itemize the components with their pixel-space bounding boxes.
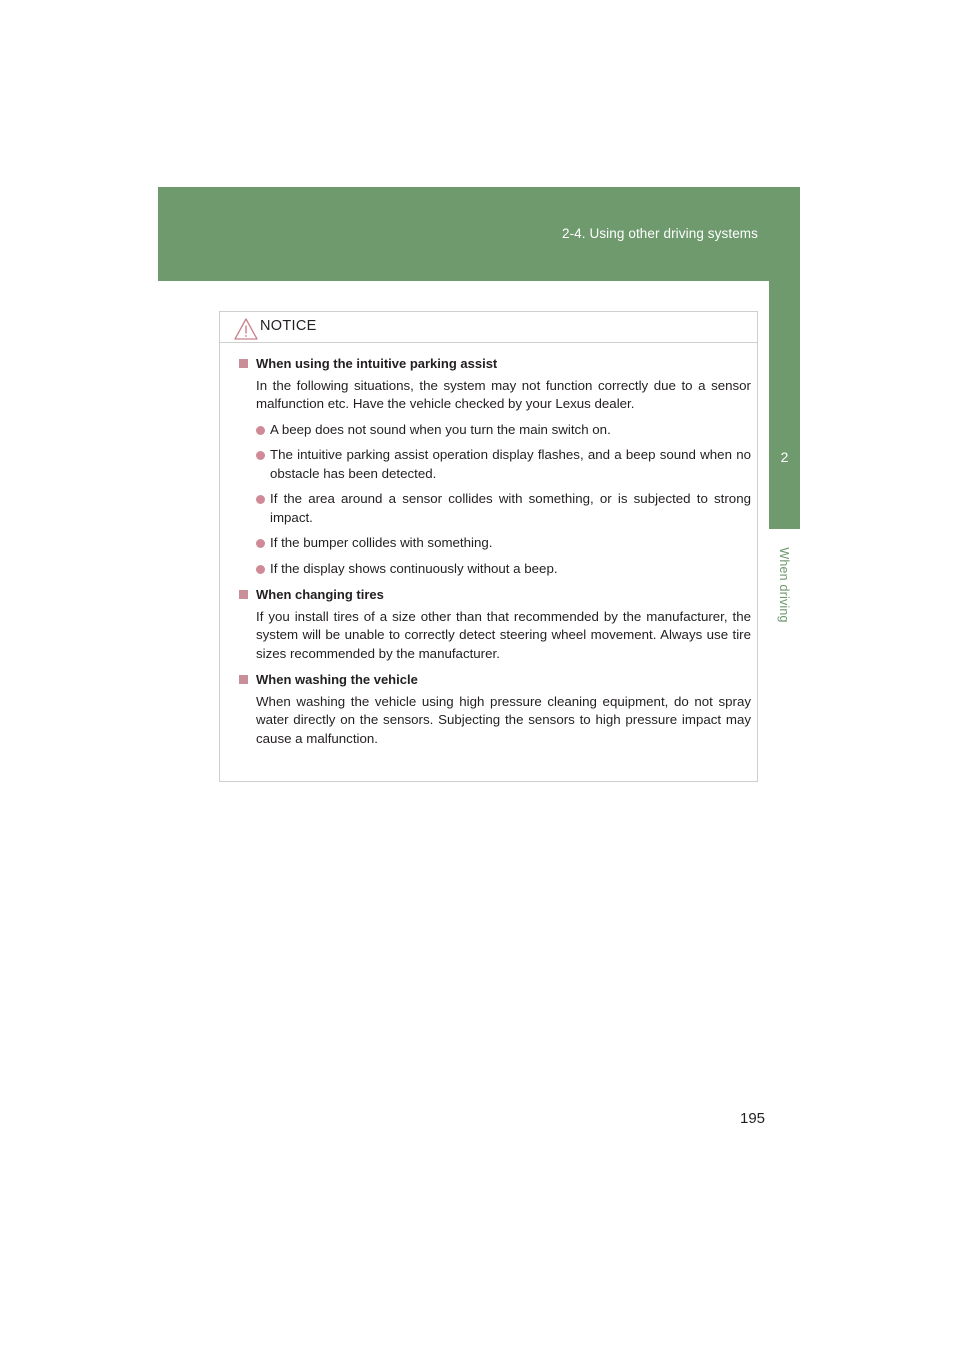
list-item: If the bumper collides with something. (238, 534, 751, 553)
square-bullet-icon (239, 675, 248, 684)
list-item: The intuitive parking assist operation display flashes, and a beep sound when no obstacle has been detected. (238, 446, 751, 483)
section-heading: When using the intuitive parking assist (238, 355, 751, 374)
round-bullet-icon (256, 565, 265, 574)
list-item: If the display shows continuously without a beep. (238, 560, 751, 579)
chapter-label (768, 540, 800, 630)
chapter-number: 2 (780, 449, 789, 465)
notice-box (219, 311, 758, 782)
notice-title: NOTICE (260, 318, 317, 334)
round-bullet-icon (256, 426, 265, 435)
section-paragraph: If you install tires of a size other than that recommended by the manufacturer, the system will be unable to correctly detect steering wheel movement. Always use tire sizes recommended by the manufacturer. (256, 608, 751, 661)
section-header-band (158, 187, 800, 281)
section-heading: When changing tires (238, 586, 751, 605)
chapter-label-text: When driving (777, 547, 791, 623)
round-bullet-icon (256, 495, 265, 504)
section-paragraph: In the following situations, the system may not function correctly due to a sensor malfunction etc. Have the vehicle checked by your Lexus dealer. (256, 377, 751, 411)
page-number: 195 (740, 1110, 766, 1127)
notice-header (220, 312, 757, 343)
section-paragraph: When washing the vehicle using high pressure cleaning equipment, do not spray water directly on the sensors. Subjecting the sensors to high pressure impact may cause a malfunction. (256, 693, 751, 746)
notice-body (220, 343, 757, 748)
round-bullet-icon (256, 539, 265, 548)
square-bullet-icon (239, 359, 248, 368)
chapter-tab (769, 281, 800, 529)
round-bullet-icon (256, 451, 265, 460)
section-title: 2-4. Using other driving systems (561, 226, 758, 241)
list-item: If the area around a sensor collides with something, or is subjected to strong impact. (238, 490, 751, 527)
square-bullet-icon (239, 590, 248, 599)
section-heading: When washing the vehicle (238, 671, 751, 690)
list-item: A beep does not sound when you turn the main switch on. (238, 421, 751, 440)
